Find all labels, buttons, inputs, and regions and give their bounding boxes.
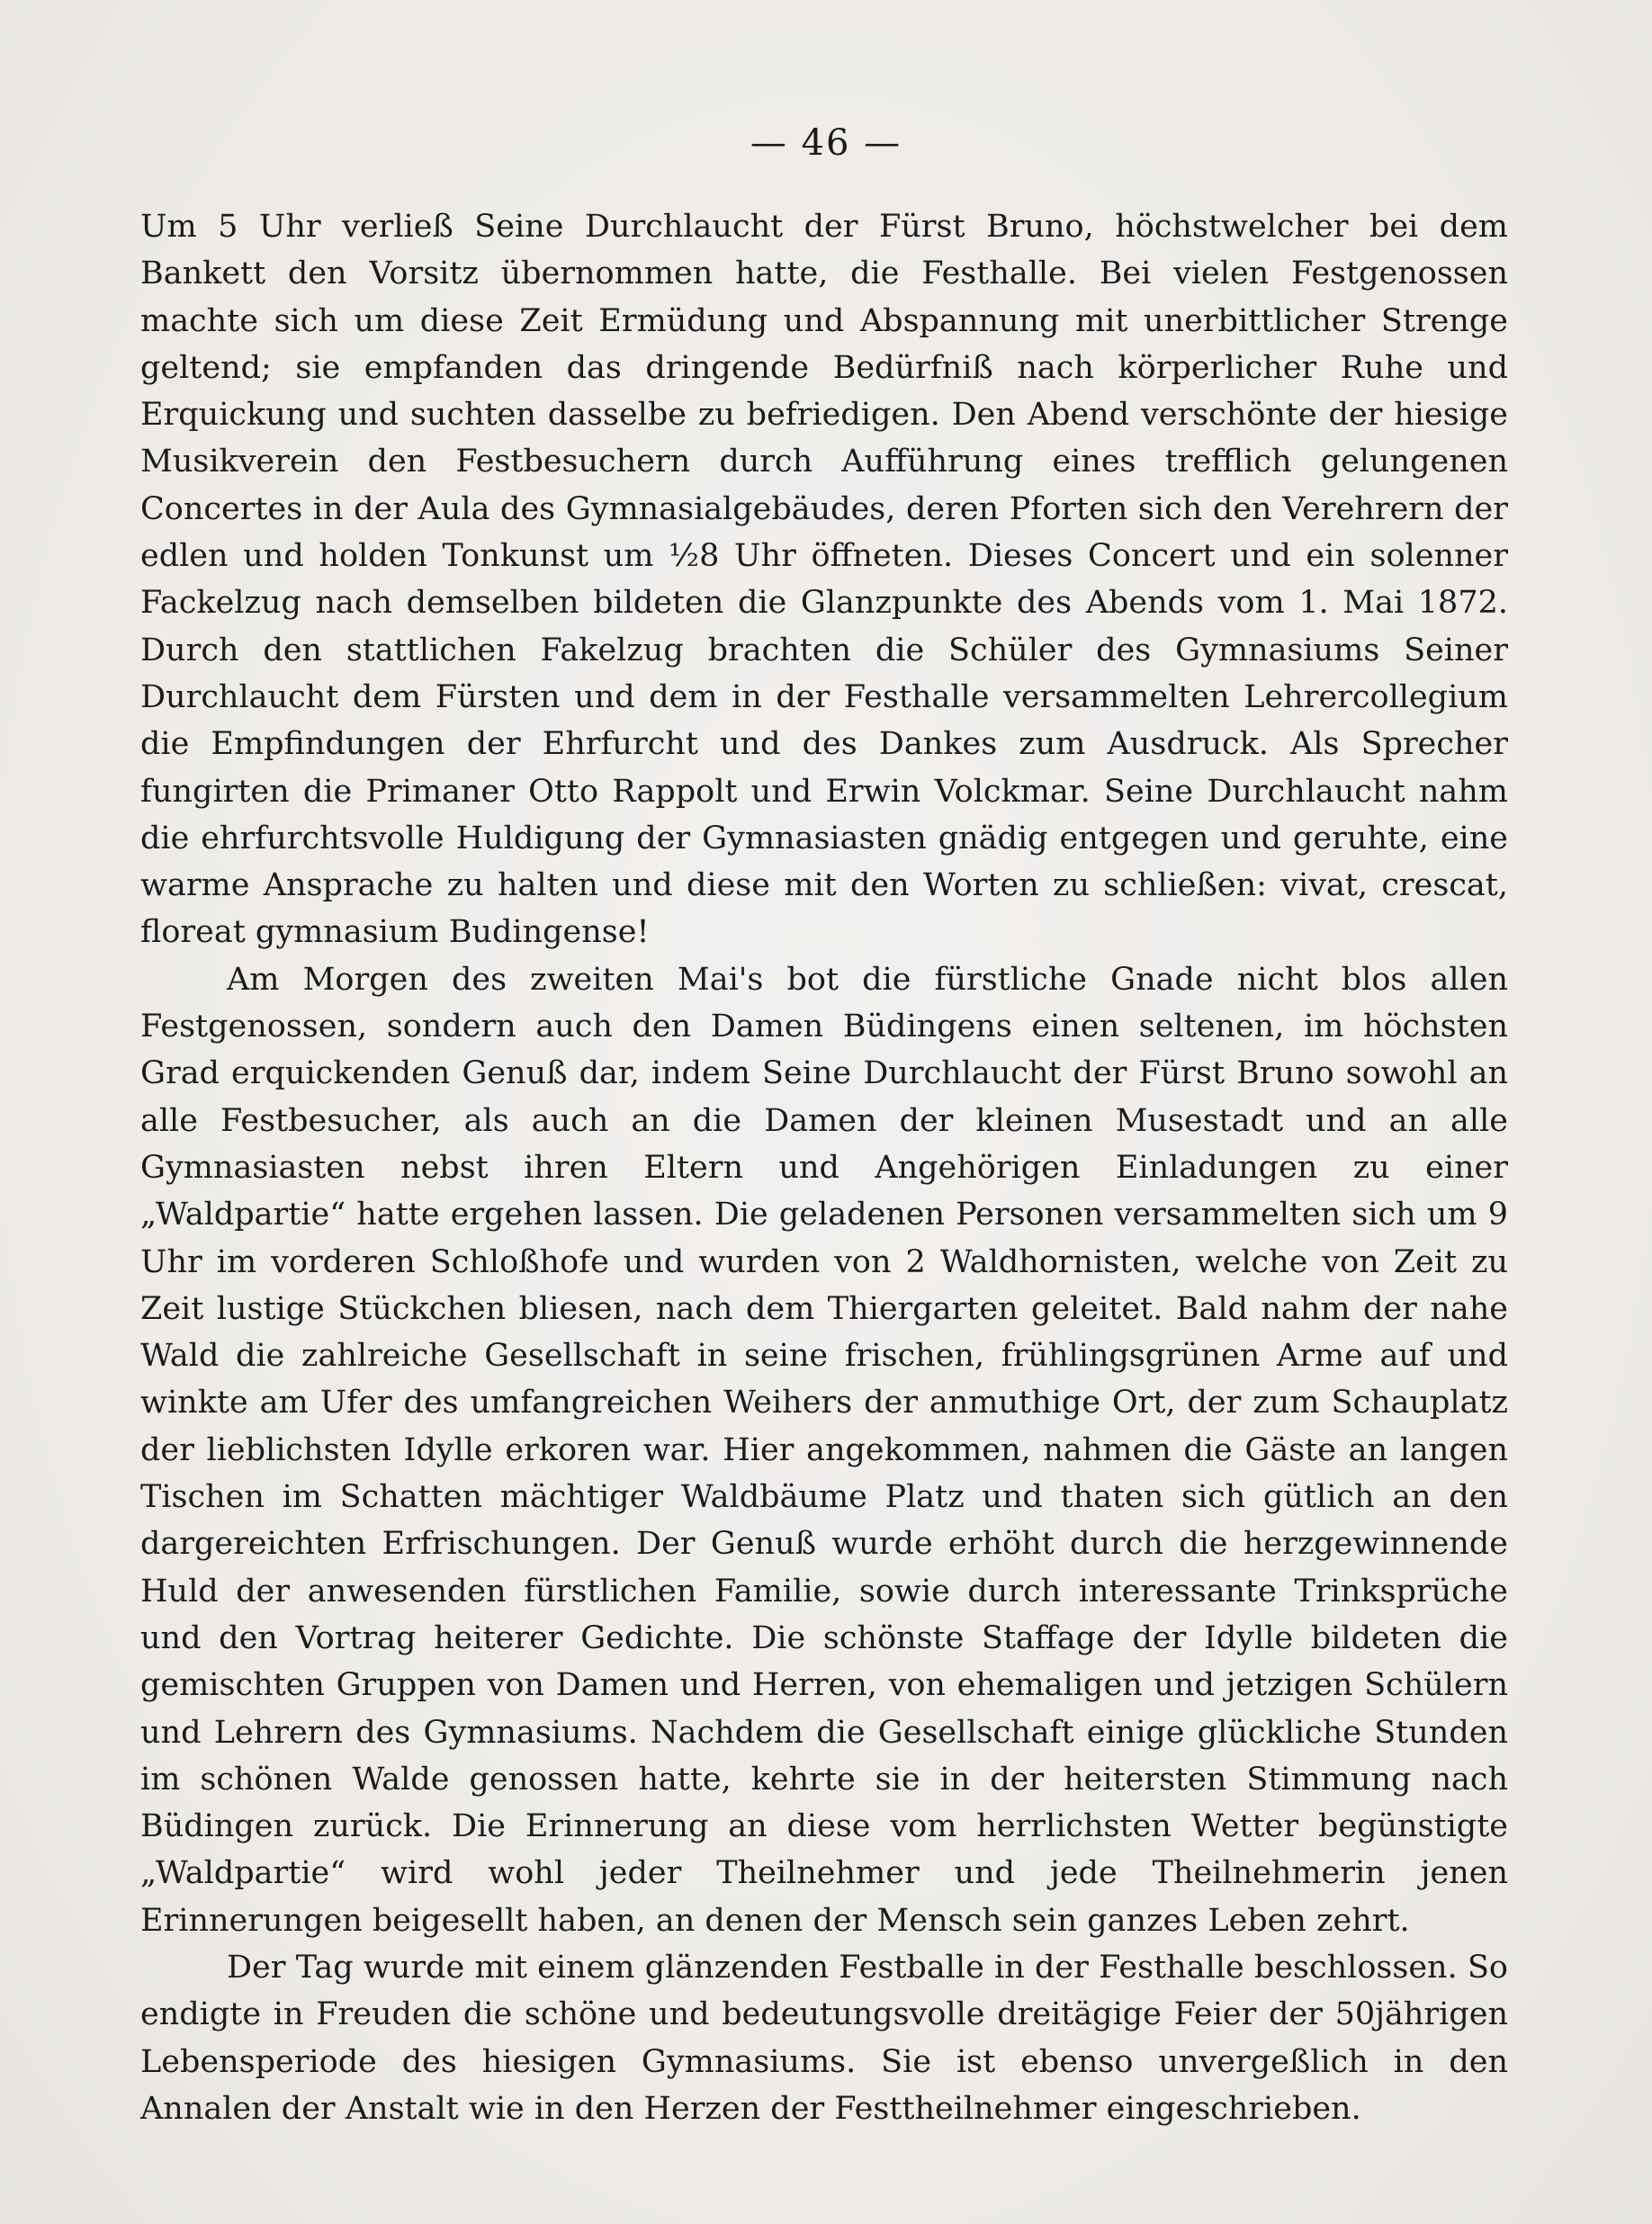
paragraph-2: Am Morgen des zweiten Mai's bot die fürstliche Gnade nicht blos allen Festgenossen, sondern auch den Damen Büdingens einen seltenen, im höchsten Grad erquickenden Genuß dar, indem Seine Durchlaucht der Fürst Bruno sowohl an alle Festbesucher, als auch an die Damen der kleinen Musestadt und an alle Gymnasiasten nebst ihren Eltern und Angehörigen Einladungen zu einer „Waldpartie“ hatte ergehen lassen. Die geladenen Personen versammelten sich um 9 Uhr im vorderen Schloßhofe und wurden von 2 Waldhornisten, welche von Zeit zu Zeit lustige Stückchen bliesen, nach dem Thiergarten geleitet. Bald nahm der nahe Wald die zahlreiche Gesellschaft in seine frischen, frühlingsgrünen Arme auf und winkte am Ufer des umfangreichen Weihers der anmuthige Ort, der zum Schauplatz der lieblichsten Idylle erkoren war. Hier angekommen, nahmen die Gäste an langen Tischen im Schatten mächtiger Waldbäume Platz und thaten sich gütlich an den dargereichten Erfrischungen. Der Genuß wurde erhöht durch die herzgewinnende Huld der anwesenden fürstlichen Familie, sowie durch interessante Trinksprüche und den Vortrag heiterer Gedichte. Die schönste Staffage der Idylle bildeten die gemischten Gruppen von Damen und Herren, von ehemaligen und jetzigen Schülern und Lehrern des Gymnasiums. Nachdem die Gesellschaft einige glückliche Stunden im schönen Walde genossen hatte, kehrte sie in der heitersten Stimmung nach Büdingen zurück. Die Erinnerung an diese vom herrlichsten Wetter begünstigte „Waldpartie“ wird wohl jeder Theilnehmer und jede Theilnehmerin jenen Erinnerungen beigesellt haben, an denen der Mensch sein ganzes Leben zehrt. [140, 961, 1508, 1939]
body-text [140, 203, 1508, 2132]
page-number: — 46 — [750, 122, 902, 164]
paragraph-1: Um 5 Uhr verließ Seine Durchlaucht der Fürst Bruno, höchstwelcher bei dem Bankett den Vorsitz übernommen hatte, die Festhalle. Bei vielen Festgenossen machte sich um diese Zeit Ermüdung und Abspannung mit unerbittlicher Strenge geltend; sie empfanden das dringende Bedürfniß nach körperlicher Ruhe und Erquickung und suchten dasselbe zu befriedigen. Den Abend verschönte der hiesige Musikverein den Festbesuchern durch Aufführung eines trefflich gelungenen Concertes in der Aula des Gymnasialgebäudes, deren Pforten sich den Verehrern der edlen und holden Tonkunst um ½8 Uhr öffneten. Dieses Concert und ein solenner Fackelzug nach demselben bildeten die Glanzpunkte des Abends vom 1. Mai 1872. Durch den stattlichen Fakelzug brachten die Schüler des Gymnasiums Seiner Durchlaucht dem Fürsten und dem in der Festhalle versammelten Lehrercollegium die Empfindungen der Ehrfurcht und des Dankes zum Ausdruck. Als Sprecher fungirten die Primaner Otto Rappolt und Erwin Volckmar. Seine Durchlaucht nahm die ehrfurchtsvolle Huldigung der Gymnasiasten gnädig entgegen und geruhte, eine warme Ansprache zu halten und diese mit den Worten zu schließen: vivat, crescat, floreat gymnasium Budingense! [140, 209, 1508, 951]
paragraph-3: Der Tag wurde mit einem glänzenden Festballe in der Festhalle beschlossen. So endigte in Freuden die schöne und bedeutungsvolle dreitägige Feier der 50jährigen Lebensperiode des hiesigen Gymnasiums. Sie ist ebenso unvergeßlich in den Annalen der Anstalt wie in den Herzen der Festtheilnehmer eingeschrieben. [140, 1949, 1508, 2127]
